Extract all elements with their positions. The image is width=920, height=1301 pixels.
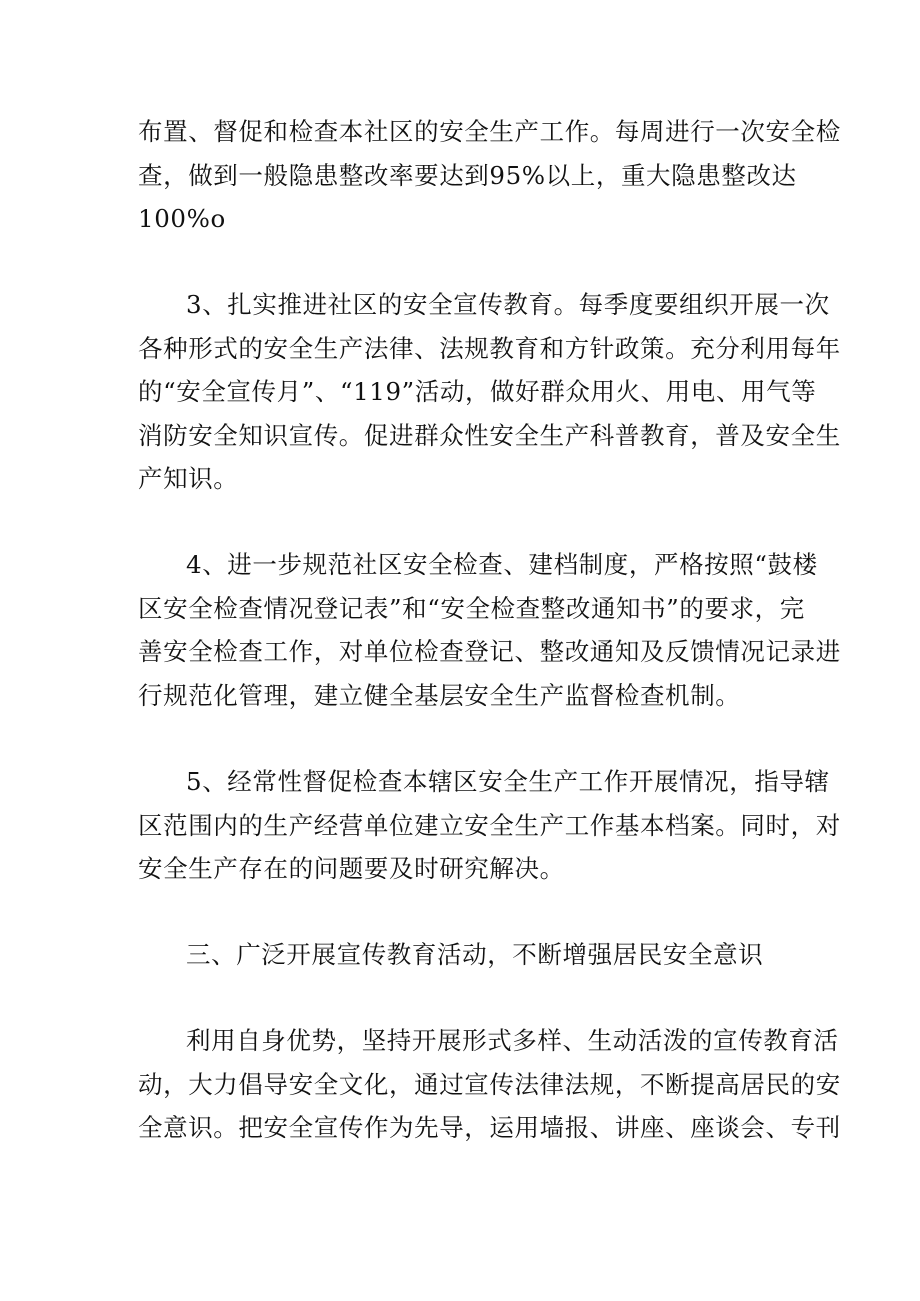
section-heading-text: 三、广泛开展宣传教育活动，不断增强居民安全意识 — [186, 940, 764, 969]
text-line: 各种形式的安全生产法律、法规教育和方针政策。充分利用每年 — [138, 333, 841, 363]
section-heading-3 — [138, 933, 788, 977]
text-line: 善安全检查工作，对单位检查登记、整改通知及反馈情况记录进 — [138, 637, 841, 666]
paragraph-inspection-continued — [138, 110, 841, 241]
paragraph-item-4 — [138, 543, 841, 717]
paragraph-publicity — [138, 1019, 841, 1150]
text-line: 区安全检查情况登记表”和“安全检查整改通知书”的要求，完 — [138, 593, 805, 623]
text-line: 查，做到一般隐患整改率要达到95%以上，重大隐患整改达 — [138, 160, 797, 190]
text-line: 动，大力倡导安全文化，通过宣传法律法规，不断提高居民的安 — [138, 1069, 841, 1099]
text-line: 区范围内的生产经营单位建立安全生产工作基本档案。同时，对 — [138, 810, 841, 840]
text-line: 的“安全宣传月”、“119”活动，做好群众用火、用电、用气等 — [138, 377, 817, 406]
text-line: 4、进一步规范社区安全检查、建档制度，严格按照“鼓楼 — [186, 550, 818, 579]
text-line: 利用自身优势，坚持开展形式多样、生动活泼的宣传教育活 — [186, 1026, 839, 1055]
paragraph-item-3 — [138, 283, 841, 501]
text-line: 5、经常性督促检查本辖区安全生产工作开展情况，指导辖 — [186, 767, 830, 796]
text-line: 行规范化管理，建立健全基层安全生产监督检查机制。 — [138, 680, 741, 710]
text-line: 100%o — [138, 204, 226, 233]
text-line: 3、扎实推进社区的安全宣传教育。每季度要组织开展一次 — [186, 290, 830, 319]
text-line: 布置、督促和检查本社区的安全生产工作。每周进行一次安全检 — [138, 117, 841, 146]
paragraph-item-5 — [138, 760, 841, 891]
text-line: 消防安全知识宣传。促进群众性安全生产科普教育，普及安全生 — [138, 420, 841, 450]
text-line: 产知识。 — [138, 464, 239, 493]
text-line: 安全生产存在的问题要及时研究解决。 — [138, 854, 565, 883]
text-line: 全意识。把安全宣传作为先导，运用墙报、讲座、座谈会、专刊 — [138, 1113, 841, 1142]
